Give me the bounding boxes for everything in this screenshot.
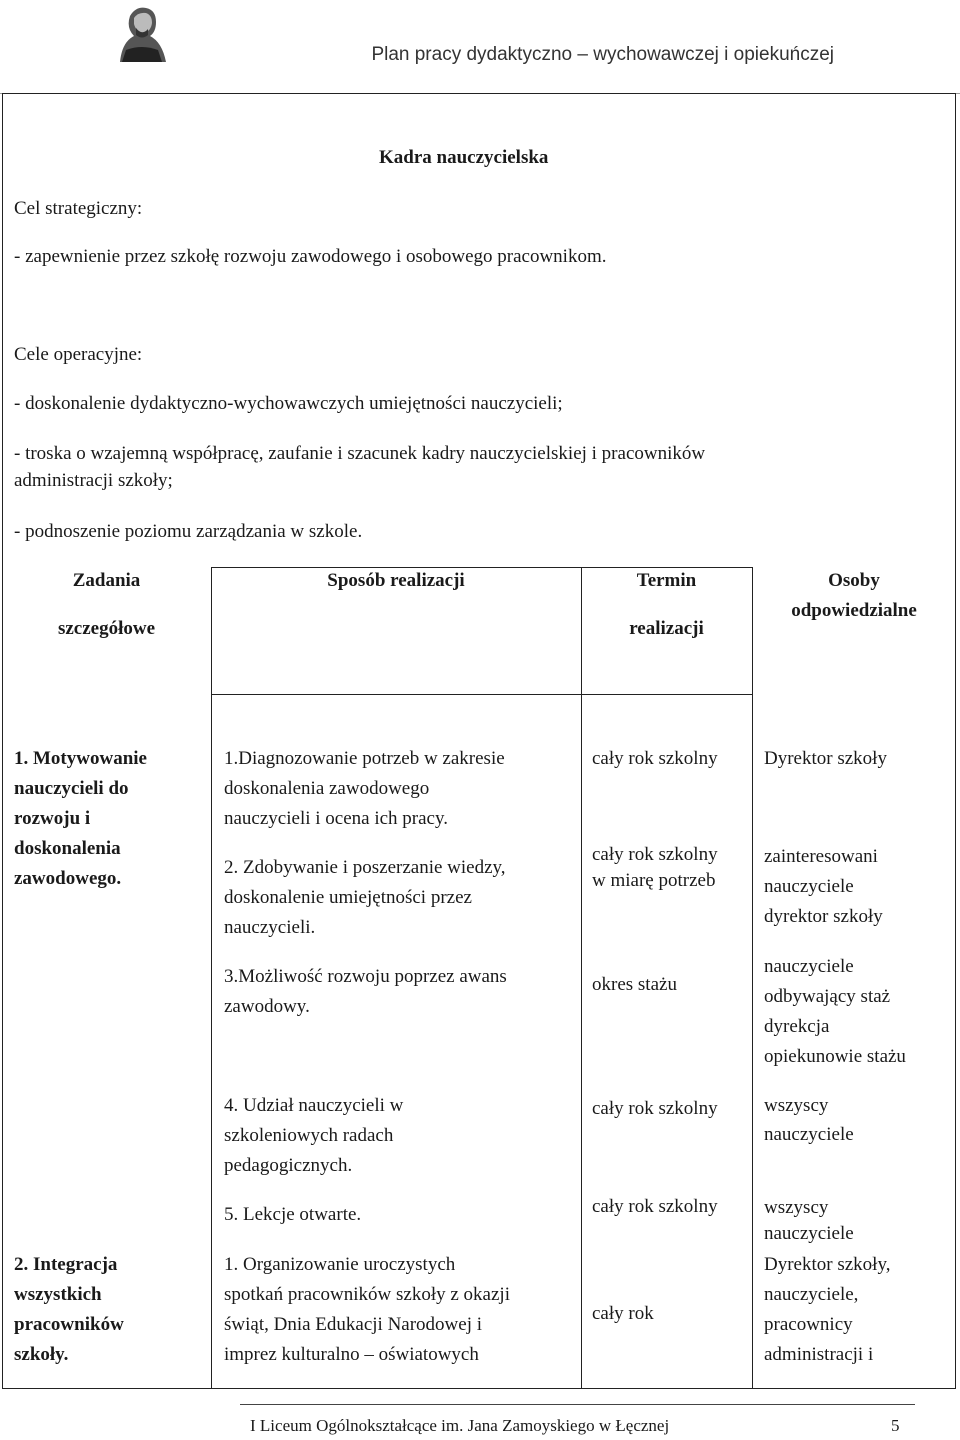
task-line: rozwoju i (14, 808, 91, 829)
method-line: 2. Zdobywanie i poszerzanie wiedzy, (224, 857, 506, 878)
strategic-goal-item: - zapewnienie przez szkołę rozwoju zawodowego i osobowego pracownikom. (14, 246, 607, 267)
persons-line: wszyscy (764, 1197, 829, 1218)
method-6 (224, 1250, 510, 1370)
operational-goal-2-line1: - troska o wzajemną współpracę, zaufanie i szacunek kadry nauczycielskiej i pracowników (14, 443, 706, 464)
persons-4 (764, 1091, 854, 1149)
persons-5 (764, 1195, 854, 1247)
table-col-divider-1 (211, 567, 212, 1389)
task-line: 2. Integracja (14, 1254, 118, 1275)
header-persons (752, 566, 956, 626)
persons-line: nauczyciele (764, 956, 854, 977)
footer-page-number: 5 (891, 1416, 900, 1435)
persons-line: Dyrektor szkoły, (764, 1254, 891, 1275)
method-line: zawodowy. (224, 996, 310, 1017)
table-header-divider (211, 694, 752, 695)
term-6 (592, 1299, 654, 1329)
persons-2 (764, 842, 883, 932)
task-line: pracowników (14, 1314, 124, 1335)
operational-goal-3: - podnoszenie poziomu zarządzania w szkole. (14, 521, 363, 542)
header-persons-line2: odpowiedzialne (791, 600, 917, 621)
term-line: cały rok (592, 1303, 654, 1324)
method-3 (224, 962, 507, 1022)
persons-line: Dyrektor szkoły (764, 748, 887, 769)
persons-line: nauczyciele (764, 1124, 854, 1145)
term-line: w miarę potrzeb (592, 870, 716, 891)
operational-goal-1: - doskonalenie dydaktyczno-wychowawczych umiejętności nauczycieli; (14, 393, 563, 414)
header-tasks (2, 566, 211, 644)
header-term (581, 566, 752, 644)
method-line: szkoleniowych radach (224, 1125, 394, 1146)
task-line: nauczycieli do (14, 778, 129, 799)
term-line: cały rok szkolny (592, 1098, 718, 1119)
task-line: szkoły. (14, 1344, 69, 1365)
header-term-line2: realizacji (629, 618, 704, 639)
persons-line: opiekunowie stażu (764, 1046, 906, 1067)
method-line: doskonalenie umiejętności przez (224, 887, 472, 908)
persons-line: nauczyciele (764, 1223, 854, 1244)
table-col-divider-3 (752, 567, 753, 1389)
persons-line: dyrektor szkoły (764, 906, 883, 927)
table-col-divider-2 (581, 567, 582, 1389)
method-line: pedagogicznych. (224, 1155, 353, 1176)
term-line: cały rok szkolny (592, 1196, 718, 1217)
method-line: 1. Organizowanie uroczystych (224, 1254, 456, 1275)
term-line: cały rok szkolny (592, 844, 718, 865)
persons-6 (764, 1250, 890, 1370)
task-line: doskonalenia (14, 838, 121, 859)
method-line: nauczycieli i ocena ich pracy. (224, 808, 449, 829)
header-tasks-line2: szczegółowe (57, 618, 156, 639)
header-tasks-line1: Zadania (72, 570, 141, 591)
method-5 (224, 1200, 361, 1230)
task-2 (14, 1250, 124, 1370)
term-line: cały rok szkolny (592, 748, 718, 769)
persons-line: nauczyciele, (764, 1284, 859, 1305)
strategic-goal-label: Cel strategiczny: (14, 198, 143, 219)
footer-divider (240, 1404, 915, 1405)
method-line: nauczycieli. (224, 917, 316, 938)
task-line: 1. Motywowanie (14, 748, 147, 769)
term-3 (592, 970, 677, 1000)
term-5 (592, 1192, 718, 1222)
term-1 (592, 744, 718, 774)
term-line: okres stażu (592, 974, 677, 995)
persons-1 (764, 744, 887, 774)
task-line: wszystkich (14, 1284, 102, 1305)
persons-line: wszyscy (764, 1095, 829, 1116)
method-line: 5. Lekcje otwarte. (224, 1204, 362, 1225)
persons-line: dyrekcja (764, 1016, 830, 1037)
method-line: 1.Diagnozowanie potrzeb w zakresie (224, 748, 505, 769)
persons-3 (764, 952, 906, 1072)
method-line: 3.Możliwość rozwoju poprzez awans (224, 966, 507, 987)
task-line: zawodowego. (14, 868, 122, 889)
method-line: doskonalenia zawodowego (224, 778, 430, 799)
header-persons-line1: Osoby (828, 570, 880, 591)
header-method: Sposób realizacji (327, 570, 465, 591)
operational-goals-label: Cele operacyjne: (14, 344, 143, 365)
method-1 (224, 744, 505, 834)
method-line: 4. Udział nauczycieli w (224, 1095, 404, 1116)
persons-line: pracownicy (764, 1314, 853, 1335)
persons-line: nauczyciele (764, 876, 854, 897)
header-term-line1: Termin (636, 570, 697, 591)
header-title: Plan pracy dydaktyczno – wychowawczej i opiekuńczej (371, 44, 834, 65)
term-2 (592, 842, 718, 894)
method-line: spotkań pracowników szkoły z okazji (224, 1284, 510, 1305)
method-line: imprez kulturalno – oświatowych (224, 1344, 479, 1365)
persons-line: zainteresowani (764, 846, 878, 867)
method-line: świąt, Dnia Edukacji Narodowej i (224, 1314, 483, 1335)
method-4 (224, 1091, 403, 1181)
method-2 (224, 853, 506, 943)
footer-school-name: I Liceum Ogólnokształcące im. Jana Zamoyskiego w Łęcznej (250, 1416, 670, 1435)
term-4 (592, 1094, 718, 1124)
task-1 (14, 744, 147, 894)
operational-goal-2-line2: administracji szkoły; (14, 470, 173, 491)
section-title: Kadra nauczycielska (379, 147, 549, 168)
persons-line: administracji i (764, 1344, 874, 1365)
persons-line: odbywający staż (764, 986, 891, 1007)
